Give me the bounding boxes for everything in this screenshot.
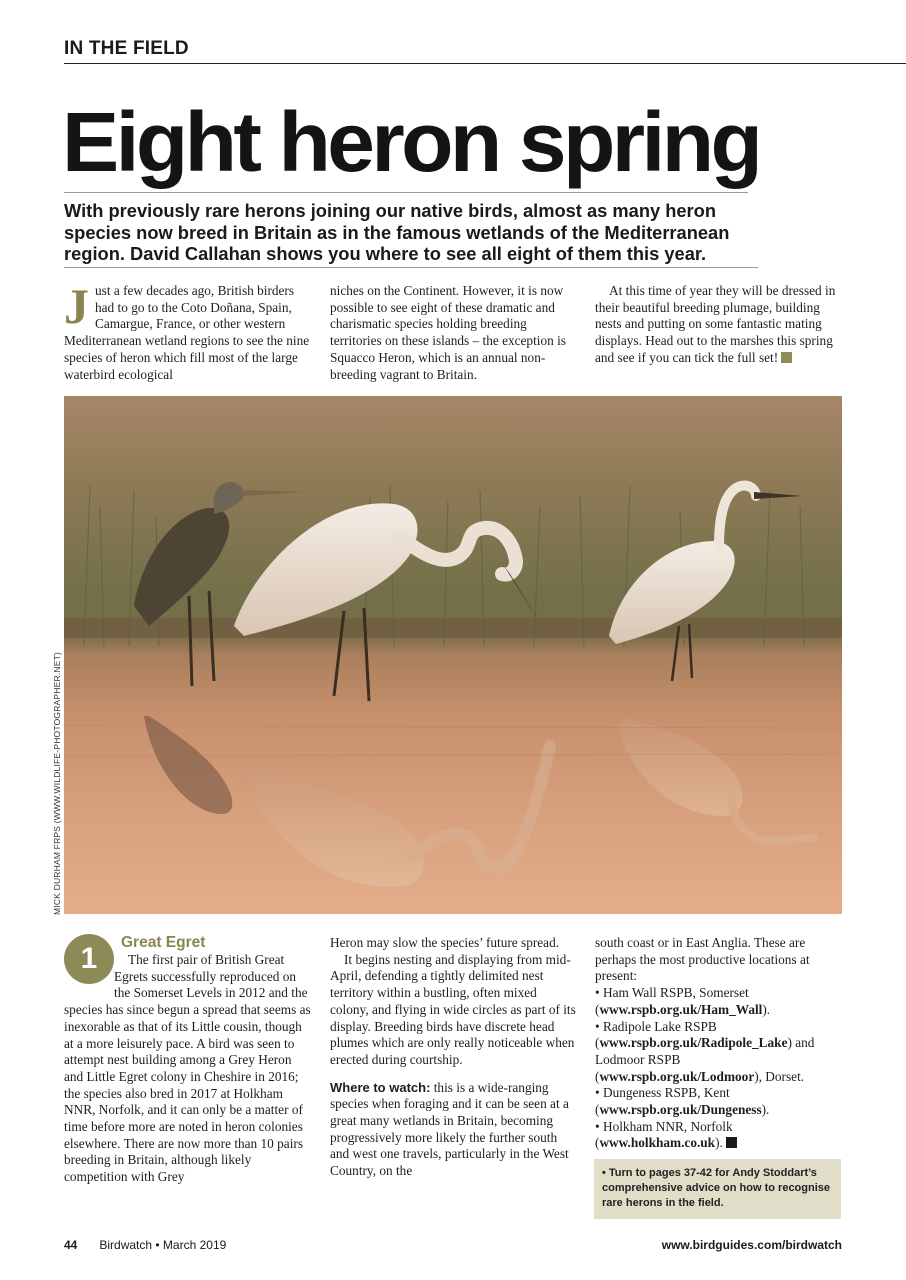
- site-name: • Radipole Lake RSPB (: [595, 1018, 717, 1051]
- where-to-watch-label: Where to watch:: [330, 1079, 431, 1095]
- site-suffix: ).: [762, 1001, 771, 1017]
- standfirst: [64, 200, 784, 265]
- site-suffix: ).: [761, 1102, 770, 1118]
- section-label: IN THE FIELD: [64, 38, 189, 59]
- site-suffix: ).: [715, 1135, 723, 1151]
- site-link[interactable]: www.rspb.org.uk/Lodmoor: [599, 1068, 755, 1084]
- site-item: [595, 1019, 843, 1086]
- site-link[interactable]: www.holkham.co.uk: [599, 1135, 716, 1151]
- herons-illustration: [64, 396, 842, 914]
- section-rule: [64, 63, 906, 64]
- standfirst-lead: With previously rare herons joining our native birds, almost as many heron species now breed in Britain as in the famous wetlands of the Mediterranean region.: [64, 200, 730, 264]
- species-text-2a: Heron may slow the species’ future spread.: [330, 935, 560, 950]
- magazine-issue: Birdwatch • March 2019: [99, 1238, 227, 1252]
- site-suffix: ) and: [787, 1035, 815, 1051]
- site-item: [595, 1119, 843, 1152]
- species-column-2: [330, 935, 578, 1180]
- end-mark-icon: [726, 1137, 737, 1148]
- site-name: Lodmoor RSPB (: [595, 1051, 681, 1084]
- cross-reference-box: • Turn to pages 37-42 for Andy Stoddart’s comprehensive advice on how to recognise rare herons in the field.: [594, 1159, 841, 1219]
- intro-column-1: [64, 278, 312, 383]
- site-name: • Ham Wall RSPB, Somerset (: [595, 985, 749, 1017]
- headline: Eight heron spring: [62, 95, 760, 189]
- site-link[interactable]: www.rspb.org.uk/Radipole_Lake: [599, 1035, 788, 1051]
- folio: [64, 1238, 226, 1252]
- photo-credit: MICK DURHAM FRPS (WWW.WILDLIFE-PHOTOGRAPHER.NET): [52, 651, 62, 915]
- site-item: [595, 985, 843, 1018]
- species-number-badge: 1: [64, 934, 114, 984]
- site-item: [595, 1085, 843, 1118]
- author-name: David Callahan: [130, 243, 262, 264]
- footer-url[interactable]: www.birdguides.com/birdwatch: [661, 1238, 842, 1252]
- page-number: 44: [64, 1238, 78, 1252]
- end-mark-icon: [781, 352, 792, 363]
- site-link[interactable]: www.rspb.org.uk/Ham_Wall: [599, 1001, 763, 1017]
- site-suffix: ), Dorset.: [754, 1068, 805, 1084]
- species-name: Great Egret: [121, 934, 206, 951]
- intro-text-1: ust a few decades ago, British birders had to go to the Coto Doñana, Spain, Camargue, France, or other western Mediterranean wetland regions to see the nine species of heron which fill most of the large waterbird ecological: [64, 283, 310, 382]
- species-column-3: [595, 935, 843, 1152]
- intro-column-3: [595, 283, 843, 367]
- species-text-2b: It begins nesting and displaying from mid-April, defending a tightly delimited nest territory within a bustling, often mixed colony, and flying in wide circles as part of its display. Breeding birds have discrete head plumes which are only really noticeable when erected during courtship.: [330, 951, 576, 1067]
- intro-column-2: [330, 283, 578, 383]
- headline-rule: [64, 192, 748, 193]
- drop-cap: J: [64, 278, 89, 334]
- site-name: • Holkham NNR, Norfolk (: [595, 1118, 733, 1151]
- heron-photo: [64, 396, 842, 914]
- species-column-1: [64, 952, 312, 1186]
- badge-spacer: [64, 952, 114, 986]
- where-to-watch-text: this is a wide-ranging species when foraging and it can be seen at a great many wetlands in Britain, becoming progressively more likely the further south and west one travels, particularly in the West Country, on the: [330, 1079, 569, 1179]
- standfirst-rule: [64, 267, 758, 268]
- intro-text-2: niches on the Continent. However, it is now possible to see eight of these dramatic and charismatic species holding breeding territories on these islands – the exception is Squacco Heron, which is an annual non-breeding vagrant to Britain.: [330, 283, 566, 382]
- standfirst-tail: shows you where to see all eight of them this year.: [261, 243, 707, 264]
- site-name: • Dungeness RSPB, Kent (: [595, 1085, 730, 1118]
- site-link[interactable]: www.rspb.org.uk/Dungeness: [599, 1102, 762, 1118]
- intro-text-3: At this time of year they will be dressed in their beautiful breeding plumage, building nests and putting on some fantastic mating displays. Head out to the marshes this spring and see if you can tick the full set!: [595, 283, 836, 365]
- species-text-1: The first pair of British Great Egrets successfully reproduced on the Somerset Levels in 2012 and the species has since begun a spread that seems as inexorable as that of its Little cousin, though at a more leisurely pace. A bird was seen to attempt nest building among a Grey Heron and Little Egret colony in Cheshire in 2016; the species also bred in 2017 at Holkham NNR, Norfolk, and it can only be a matter of time before more are noted in heron colonies elsewhere. There are now more than 10 pairs breeding in Britain, although likely competition with Grey: [64, 952, 311, 1185]
- species-text-3: south coast or in East Anglia. These are perhaps the most productive locations at present:: [595, 935, 810, 984]
